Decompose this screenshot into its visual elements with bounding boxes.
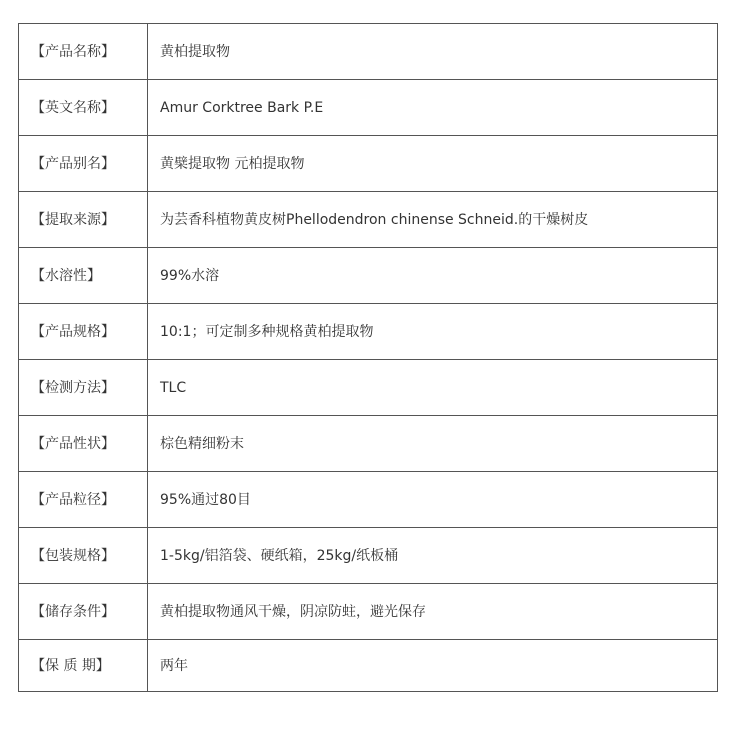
row-value: 黄柏提取物 (148, 24, 718, 80)
table-row-english-name (19, 80, 718, 136)
row-label: 【保 质 期】 (19, 640, 148, 692)
table-row-specification (19, 304, 718, 360)
row-label: 【检测方法】 (19, 360, 148, 416)
table-row-appearance (19, 416, 718, 472)
row-label: 【包装规格】 (19, 528, 148, 584)
table-row-storage (19, 584, 718, 640)
row-value: 10:1；可定制多种规格黄柏提取物 (148, 304, 718, 360)
table-row-source (19, 192, 718, 248)
row-label: 【英文名称】 (19, 80, 148, 136)
spec-table-body (19, 24, 718, 692)
row-value: 99%水溶 (148, 248, 718, 304)
product-spec-table (18, 23, 718, 692)
row-label: 【产品名称】 (19, 24, 148, 80)
row-label: 【产品别名】 (19, 136, 148, 192)
row-value: 黄柏提取物通风干燥，阴凉防蛀，避光保存 (148, 584, 718, 640)
row-value: TLC (148, 360, 718, 416)
row-label: 【水溶性】 (19, 248, 148, 304)
table-row-shelf-life (19, 640, 718, 692)
row-label: 【产品粒径】 (19, 472, 148, 528)
row-label: 【储存条件】 (19, 584, 148, 640)
row-label: 【提取来源】 (19, 192, 148, 248)
row-value: 为芸香科植物黄皮树Phellodendron chinense Schneid.的干燥树皮 (148, 192, 718, 248)
row-value: 黄檗提取物 元柏提取物 (148, 136, 718, 192)
table-row-particle-size (19, 472, 718, 528)
row-label: 【产品性状】 (19, 416, 148, 472)
table-row-packaging (19, 528, 718, 584)
row-value: 棕色精细粉末 (148, 416, 718, 472)
table-row-product-name (19, 24, 718, 80)
table-row-test-method (19, 360, 718, 416)
row-value: 1-5kg/铝箔袋、硬纸箱，25kg/纸板桶 (148, 528, 718, 584)
row-value: 95%通过80目 (148, 472, 718, 528)
table-row-alias (19, 136, 718, 192)
table-row-solubility (19, 248, 718, 304)
row-value: Amur Corktree Bark P.E (148, 80, 718, 136)
row-value: 两年 (148, 640, 718, 692)
row-label: 【产品规格】 (19, 304, 148, 360)
